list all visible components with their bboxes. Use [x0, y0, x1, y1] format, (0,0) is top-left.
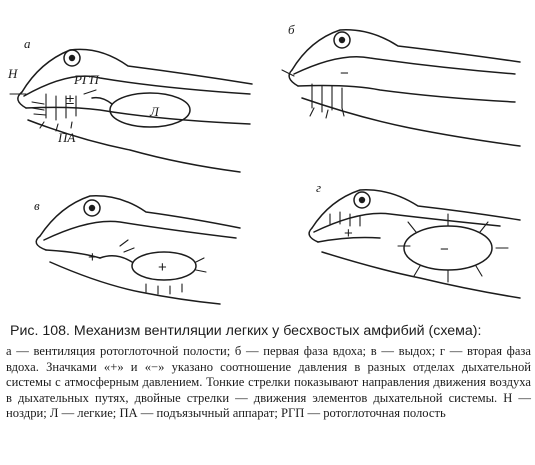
panel-b: [282, 22, 520, 146]
panel-label-a: а: [24, 36, 31, 51]
sign-plus-minus: ±: [66, 91, 75, 108]
sign-plus-c-oral: +: [88, 249, 97, 266]
label-hyoid: ПА: [58, 130, 76, 145]
panel-label-b: б: [288, 22, 295, 37]
panel-d: [309, 180, 520, 298]
panel-a: [7, 36, 252, 172]
caption-title: Рис. 108. Механизм вентиляции легких у бесхвостых амфибий (схема):: [10, 323, 482, 339]
sign-plus-c-lung: +: [158, 259, 167, 276]
panel-c: [34, 196, 240, 304]
panel-label-d: г: [316, 180, 322, 195]
panel-label-c: в: [34, 198, 40, 213]
sign-minus-b: −: [340, 65, 349, 82]
sign-plus-d-oral: +: [344, 225, 353, 242]
sign-minus-d-lung: −: [440, 241, 449, 258]
label-lung: Л: [150, 104, 159, 119]
label-oropharynx: РГП: [74, 72, 99, 87]
figure-caption: [6, 322, 531, 422]
caption-body: а — вентиляция ротоглоточной полости; б — первая фаза вдоха; в — выдох; г — вторая фаза вдоха. Значками «+» и «−» указано соотношение давления в разных отделах дыхательной системы с атмосферным давлением. Тонкие стрелки показывают направления движения воздуха в дыхательных путях, двойные стрелки — движения элементов дыхательной системы. Н — ноздри; Л — легкие; ПА — подъязычный аппарат; РГП — ротоглоточная полость: [6, 344, 531, 421]
label-nostrils: Н: [8, 66, 18, 81]
